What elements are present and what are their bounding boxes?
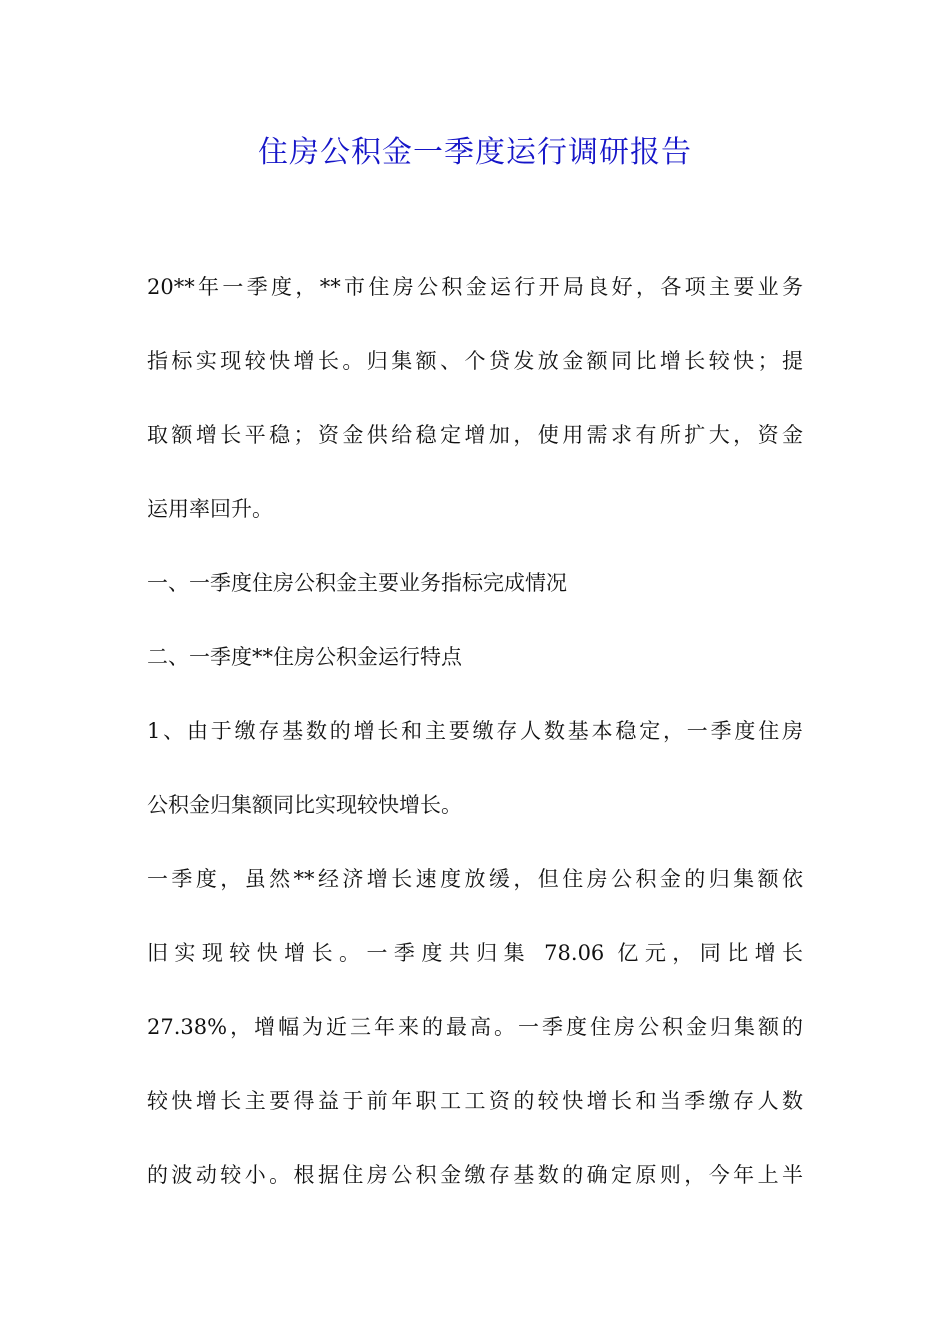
- section-heading: 二、一季度**住房公积金运行特点: [147, 645, 462, 669]
- paragraph-line: 的波动较小。根据住房公积金缴存基数的确定原则，今年上半: [147, 1163, 803, 1187]
- section-heading: 一、一季度住房公积金主要业务指标完成情况: [147, 571, 567, 595]
- paragraph-line: 指标实现较快增长。归集额、个贷发放金额同比增长较快；提: [147, 349, 803, 373]
- paragraph-line: 公积金归集额同比实现较快增长。: [147, 793, 462, 817]
- paragraph-line: 较快增长主要得益于前年职工工资的较快增长和当季缴存人数: [147, 1089, 803, 1113]
- paragraph-line: 27.38%，增幅为近三年来的最高。一季度住房公积金归集额的: [147, 1015, 803, 1039]
- paragraph-line: 运用率回升。: [147, 497, 273, 521]
- paragraph-line: 取额增长平稳；资金供给稳定增加，使用需求有所扩大，资金: [147, 423, 803, 447]
- paragraph-line: 1、由于缴存基数的增长和主要缴存人数基本稳定，一季度住房: [147, 719, 803, 743]
- paragraph-line: 旧实现较快增长。一季度共归集 78.06 亿元，同比增长: [147, 941, 803, 965]
- paragraph-line: 20**年一季度，**市住房公积金运行开局良好，各项主要业务: [147, 275, 803, 299]
- document-title: 住房公积金一季度运行调研报告: [258, 135, 692, 170]
- paragraph-line: 一季度，虽然**经济增长速度放缓，但住房公积金的归集额依: [147, 867, 803, 891]
